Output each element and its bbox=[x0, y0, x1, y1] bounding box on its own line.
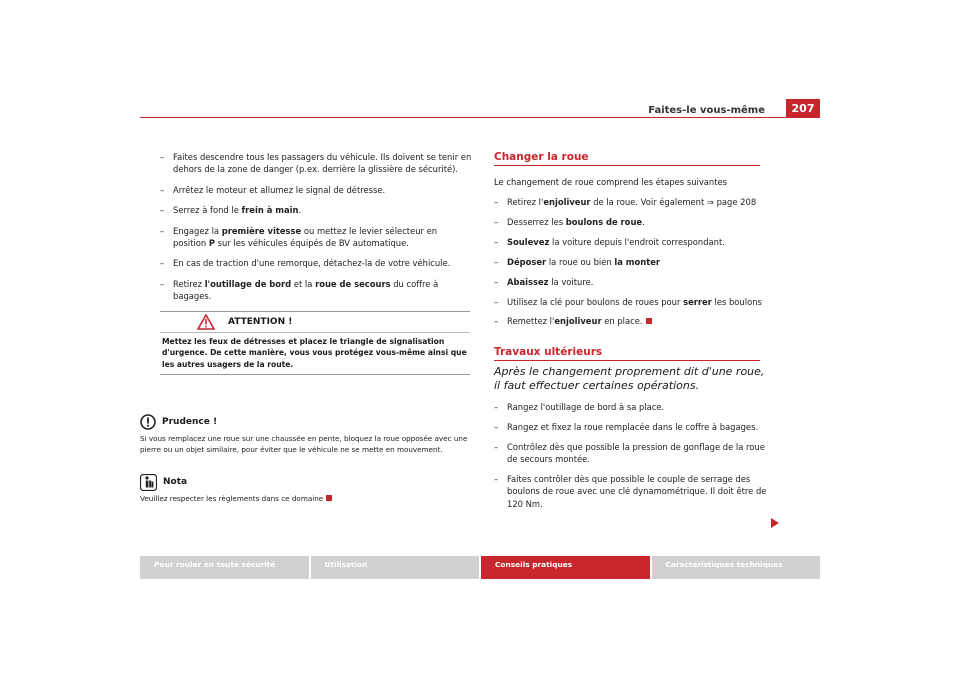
left-column bbox=[160, 151, 472, 375]
attention-box bbox=[160, 311, 470, 376]
header-rule bbox=[140, 117, 820, 118]
prudence-note bbox=[140, 411, 472, 455]
caution-circle-icon bbox=[140, 414, 156, 430]
list-item: – Abaissez la voiture. bbox=[494, 276, 594, 287]
attention-title: ATTENTION ! bbox=[228, 316, 293, 327]
page-number: 207 bbox=[786, 99, 820, 118]
tab-pour-rouler[interactable]: Pour rouler en toute sécurité bbox=[140, 556, 309, 579]
prudence-body: Si vous remplacez une roue sur une chaussée en pente, bloquez la roue opposée avec une pierre ou un objet similaire, pour éviter que le véhicule ne se mette en mouvement. bbox=[140, 434, 468, 454]
attention-body: Mettez les feux de détresses et placez le triangle de signalisation d'urgence. De cette manière, vous vous protégez vous-même ainsi que les autres usagers de la route. bbox=[160, 332, 470, 375]
list-item: – Utilisez la clé pour boulons de roues pour serrer les boulons bbox=[494, 296, 762, 307]
subsection-title: Travaux ultérieurs bbox=[494, 346, 760, 361]
nota-header bbox=[140, 471, 472, 493]
list-item: – Arrêtez le moteur et allumez le signal de détresse. bbox=[160, 184, 386, 195]
section-title: Changer la roue bbox=[494, 151, 760, 166]
list-item: – Rangez et fixez la roue remplacée dans le coffre à bagages. bbox=[494, 421, 759, 432]
nota-note bbox=[140, 471, 472, 504]
info-note-icon bbox=[140, 474, 157, 491]
list-item: – Remettez l'enjoliveur en place. bbox=[494, 315, 774, 327]
list-item: – Retirez l'enjoliveur de la roue. Voir également ⇒ page 208 bbox=[494, 197, 757, 207]
end-of-section-marker bbox=[326, 495, 332, 501]
section-intro: Le changement de roue comprend les étapes suivantes bbox=[494, 177, 728, 187]
prudence-title: Prudence ! bbox=[162, 417, 218, 427]
tab-utilisation[interactable]: Utilisation bbox=[311, 556, 480, 579]
continue-arrow-icon bbox=[770, 517, 780, 529]
nota-title: Nota bbox=[163, 477, 188, 487]
right-column bbox=[494, 151, 774, 518]
list-item: – Déposer la roue ou bien la monter bbox=[494, 256, 661, 267]
list-item: – Serrez à fond le frein à main. bbox=[160, 205, 302, 216]
list-item: – Retirez l'outillage de bord et la roue de secours du coffre à bagages. bbox=[160, 278, 439, 302]
chapter-nav bbox=[140, 556, 820, 579]
tab-caracteristiques[interactable]: Caractéristiques techniques bbox=[652, 556, 821, 579]
warning-triangle-icon bbox=[197, 314, 215, 330]
list-item: – Soulevez la voiture depuis l'endroit correspondant. bbox=[494, 236, 725, 247]
attention-header bbox=[160, 312, 470, 332]
list-item: – Contrôlez dès que possible la pression de gonflage de la roue de secours montée. bbox=[494, 441, 765, 465]
list-item: – Faites descendre tous les passagers du véhicule. Ils doivent se tenir en dehors de la zone de danger (p.ex. derrière la glissière de sécurité). bbox=[160, 152, 472, 175]
list-item: – Rangez l'outillage de bord à sa place. bbox=[494, 401, 665, 412]
subsection-lead: Après le changement proprement dit d'une roue, il faut effectuer certaines opérations. bbox=[494, 364, 765, 392]
nota-body: Veuillez respecter les règlements dans ce domaine bbox=[140, 493, 472, 504]
list-item: – Engagez la première vitesse ou mettez le levier sélecteur en position P sur les véhicules équipés de BV automatique. bbox=[160, 225, 438, 249]
end-of-section-marker bbox=[646, 318, 652, 324]
list-item: – En cas de traction d'une remorque, détachez-la de votre véhicule. bbox=[160, 258, 451, 269]
tab-conseils-pratiques[interactable]: Conseils pratiques bbox=[481, 556, 650, 579]
list-item: – Faites contrôler dès que possible le couple de serrage des boulons de roue avec une clé dynamométrique. Il doit être de 120 Nm. bbox=[494, 473, 767, 509]
prudence-header bbox=[140, 411, 472, 433]
list-item: – Desserrez les boulons de roue. bbox=[494, 216, 645, 227]
running-header-title: Faites-le vous-même bbox=[648, 105, 765, 116]
